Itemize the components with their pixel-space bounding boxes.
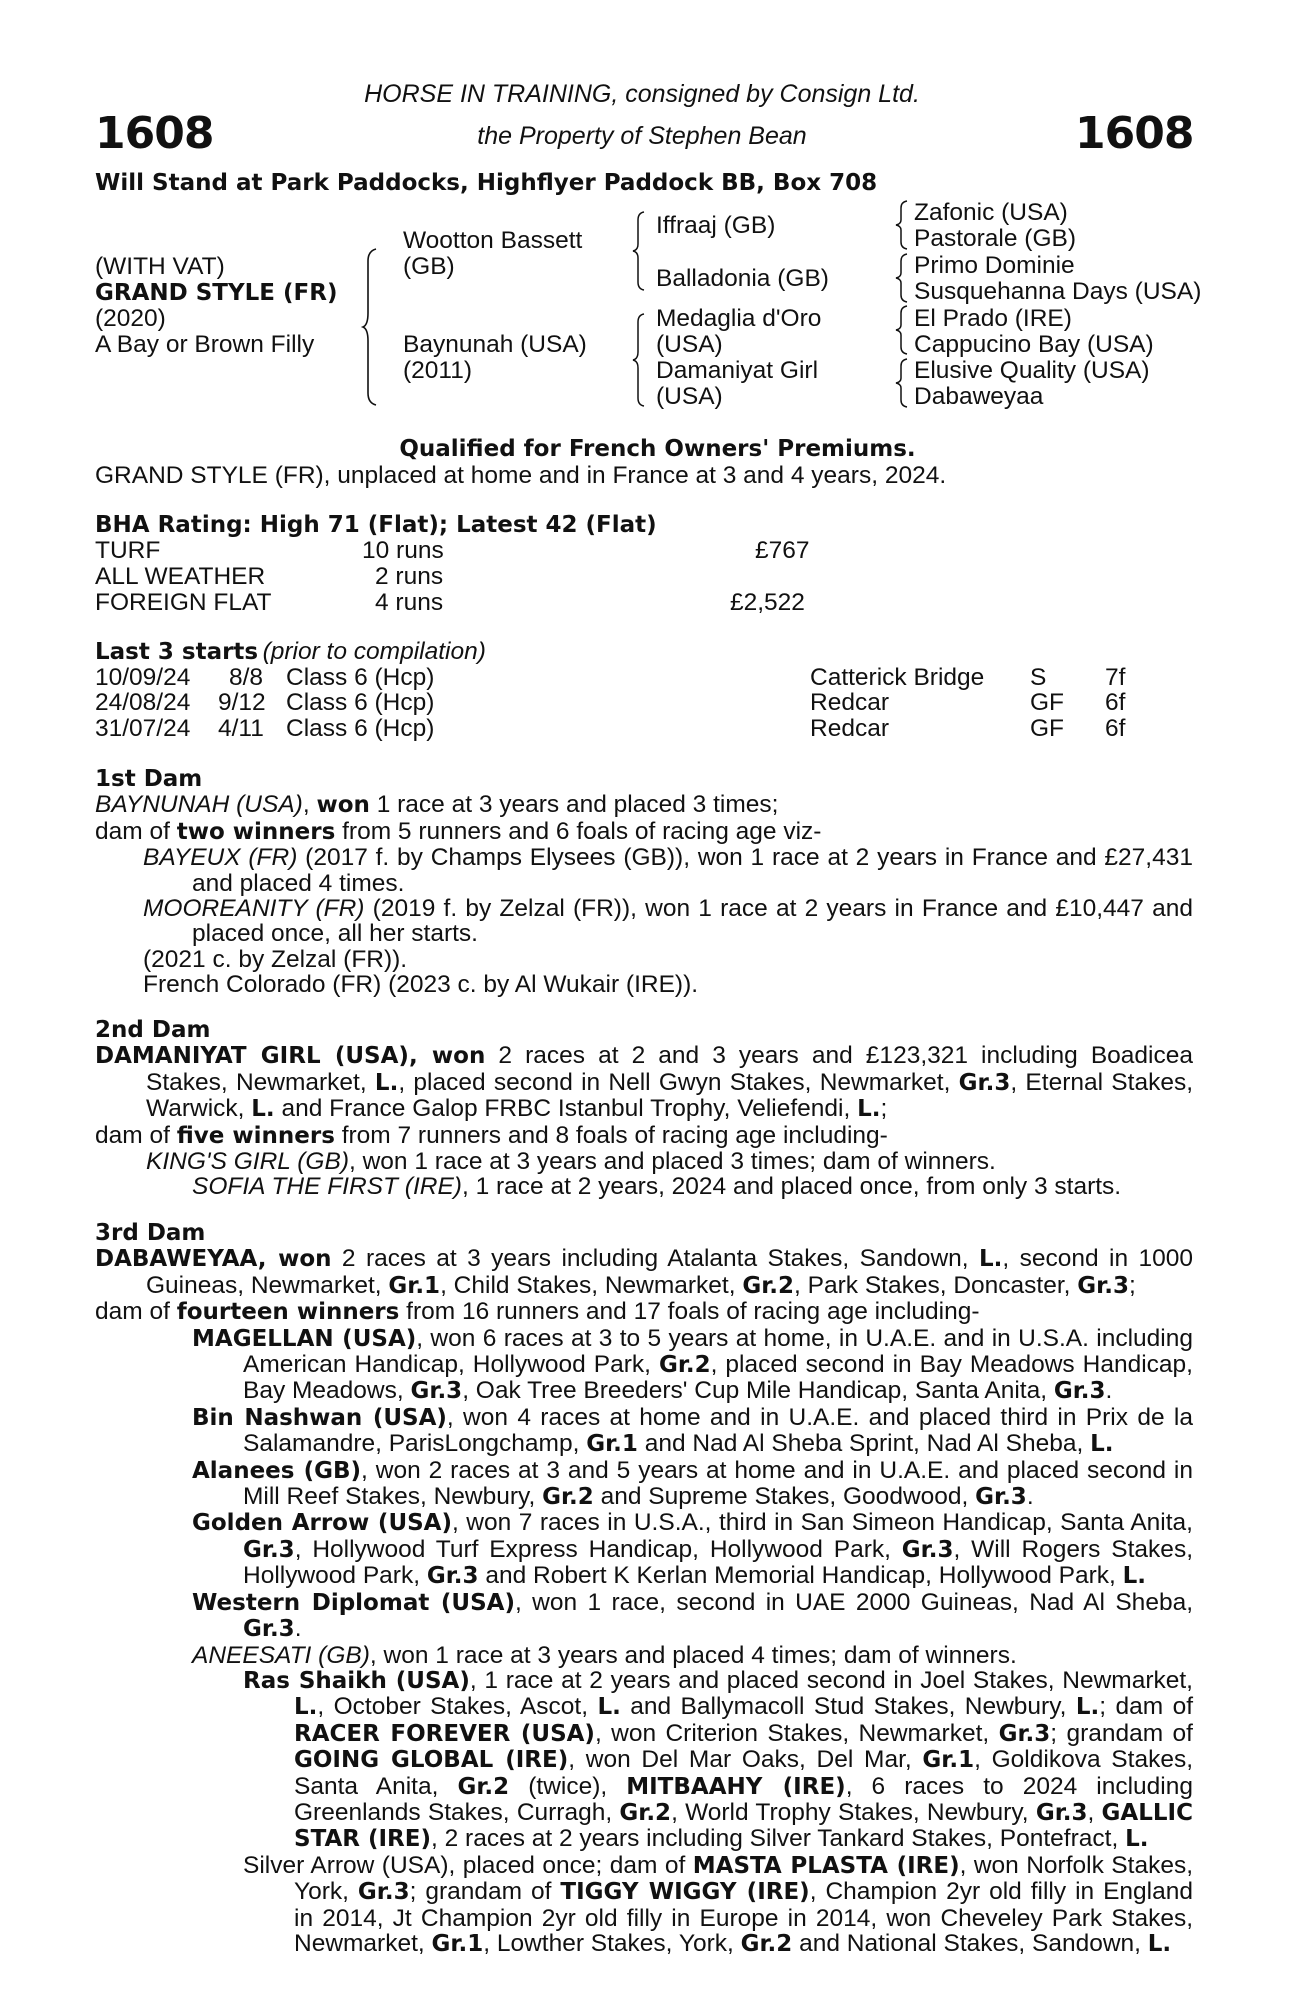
produce-text: , won 4 races at home and in U.A.E. and placed third in Prix de la Salamandre, ParisLongchamp, (243, 1403, 1193, 1458)
brace-dam (632, 312, 648, 408)
sire-dam-dam: Susquehanna Days (USA) (914, 278, 1202, 305)
listed-label: L. (1090, 1431, 1114, 1458)
produce-name: Alanees (GB) (192, 1457, 362, 1484)
group-label: Gr.1 (922, 1747, 975, 1774)
group-label: Gr.1 (388, 1272, 441, 1299)
produce-text: , Hollywood Turf Express Handicap, Hollywood Park, (294, 1535, 902, 1563)
first-dam-record-text: 1 race at 3 years and placed 3 times; (369, 791, 779, 819)
produce-text: , 6 races to 2024 including Greenlands Stakes, Curragh, (294, 1772, 1194, 1826)
dam-sire-dam: Cappucino Bay (USA) (914, 331, 1154, 358)
first-dam-heading: 1st Dam (95, 766, 203, 792)
second-dam-produce-summary (95, 1123, 1193, 1149)
produce-name: KING'S GIRL (GB) (146, 1148, 349, 1176)
brace-dd (895, 357, 911, 409)
start-class: Class 6 (Hcp) (286, 715, 435, 742)
produce-text: , Lowther Stakes, York, (483, 1929, 741, 1957)
produce-text: and Robert K Kerlan Memorial Handicap, Hollywood Park, (478, 1562, 1123, 1590)
produce-entry (95, 1643, 1193, 1668)
sire-sire-dam: Pastorale (GB) (914, 225, 1077, 252)
listed-label: L. (1125, 1826, 1149, 1853)
last-starts-heading (95, 639, 486, 665)
produce-entry (95, 1668, 1193, 1853)
dam-of-text: dam of (95, 1298, 177, 1326)
second-dam-name: DAMANIYAT GIRL (USA) (95, 1043, 409, 1070)
produce-entry: (2021 c. by Zelzal (FR)). (143, 945, 408, 973)
group-label: Gr.3 (243, 1536, 295, 1563)
dam-dam-sire: Elusive Quality (USA) (914, 357, 1150, 384)
rating-runs: 2 runs (375, 563, 444, 590)
dam-dam-dam: Dabaweyaa (914, 383, 1044, 410)
produce-text: , won Norfolk Stakes, York, (294, 1851, 1193, 1906)
produce-text: , (1087, 1798, 1102, 1826)
produce-entry (95, 1174, 1193, 1199)
group-label: Gr.2 (542, 1484, 594, 1511)
record-text: , Child Stakes, Newmarket, (440, 1271, 743, 1299)
produce-entry (95, 896, 1193, 947)
produce-name: BAYEUX (FR) (143, 844, 298, 872)
produce-name: GOING GLOBAL (IRE) (294, 1747, 569, 1774)
produce-name: MITBAAHY (IRE) (626, 1773, 846, 1800)
produce-text: (2019 f. by Zelzal (FR)), won 1 race at 2 years in France and £10,447 and placed once, all her starts. (192, 895, 1193, 948)
start-going: GF (1030, 689, 1065, 716)
produce-text: , won Del Mar Oaks, Del Mar, (568, 1746, 923, 1774)
start-class: Class 6 (Hcp) (286, 664, 435, 691)
racing-summary: GRAND STYLE (FR), unplaced at home and in France at 3 and 4 years, 2024. (95, 462, 947, 489)
produce-entry: Alanees (GB), won 2 races at 3 and 5 years at home and in U.A.E. and placed second in Mill Reef Stakes, Newbury, Gr.2 and Supreme Stakes, Goodwood, Gr.3. (192, 1456, 1193, 1511)
produce-name: TIGGY WIGGY (IRE) (560, 1879, 810, 1906)
horse-description: A Bay or Brown Filly (95, 331, 315, 358)
produce-text: , won 6 races at 3 to 5 years at home, in U.A.E. and in U.S.A. including American Handicap, Hollywood Park, (243, 1324, 1193, 1379)
listed-label: L. (857, 1096, 881, 1123)
group-label: Gr.3 (410, 1378, 463, 1405)
record-text: , second in 1000 Guineas, Newmarket, (146, 1245, 1193, 1299)
produce-text: , won Criterion Stakes, Newmarket, (594, 1719, 999, 1747)
dam-sire-1: Medaglia d'Oro (656, 305, 822, 332)
third-dam-produce-summary (95, 1299, 1193, 1325)
produce-text: Silver Arrow (USA), placed once; dam of (243, 1851, 693, 1879)
produce-text: , Oak Tree Breeders' Cup Mile Handicap, Santa Anita, (462, 1377, 1054, 1405)
first-dam-name: BAYNUNAH (USA) (95, 791, 303, 819)
premiums-note: Qualified for French Owners' Premiums. (399, 436, 916, 462)
dam-of-detail: from 5 runners and 6 foals of racing age viz- (335, 817, 822, 845)
listed-label: L. (294, 1694, 318, 1721)
produce-text: , won 1 race at 3 years and placed 4 times; dam of winners. (369, 1641, 1017, 1669)
dam-of-text: dam of (95, 1121, 177, 1149)
produce-entry (95, 1405, 1193, 1458)
group-label: Gr.2 (740, 1930, 793, 1957)
group-label: Gr.2 (457, 1773, 510, 1800)
group-label: Gr.2 (619, 1799, 672, 1826)
produce-text: (twice), (509, 1772, 627, 1800)
produce-text: (2017 f. by Champs Elysees (GB)), won 1 race at 2 years in France and £27,431 and placed 4 times. (192, 844, 1193, 897)
produce-text: , 2 races at 2 years including Silver Tankard Stakes, Pontefract, (431, 1825, 1126, 1853)
second-dam-record (95, 1043, 1193, 1122)
group-label: Gr.1 (586, 1431, 638, 1458)
first-dam-produce-summary (95, 819, 1193, 845)
produce-entry: French Colorado (FR) (2023 c. by Al Wukair (IRE)). (143, 971, 699, 999)
listed-label: L. (251, 1096, 275, 1123)
produce-name: GALLIC STAR (IRE) (294, 1799, 1193, 1853)
third-dam-section (95, 1221, 1193, 1957)
record-text: , Eternal Stakes, Warwick, (146, 1068, 1194, 1123)
produce-name: Ras Shaikh (USA) (243, 1667, 470, 1694)
record-text: and France Galop FRBC Istanbul Trophy, Veliefendi, (274, 1095, 858, 1123)
third-dam-name: DABAWEYAA (95, 1246, 258, 1273)
produce-text: , World Trophy Stakes, Newbury, (671, 1798, 1036, 1826)
produce-entry (95, 845, 1193, 896)
produce-name: MASTA PLASTA (IRE) (692, 1852, 960, 1879)
group-label: Gr.3 (1077, 1272, 1129, 1299)
group-label: Gr.3 (357, 1879, 410, 1906)
produce-text: , won 2 races at 3 and 5 years at home and in U.A.E. and placed second in Mill Reef Stakes, Newbury, (243, 1456, 1193, 1511)
listed-label: L. (1122, 1563, 1147, 1590)
brace-ss (895, 199, 911, 251)
group-label: Gr.3 (998, 1720, 1051, 1747)
group-label: Gr.1 (431, 1930, 484, 1957)
dam-sire-2: (USA) (656, 331, 723, 358)
start-course: Catterick Bridge (810, 664, 985, 691)
start-distance: 7f (1105, 664, 1126, 691)
start-position: 8/8 (229, 664, 264, 691)
winners-count: fourteen winners (176, 1299, 400, 1326)
group-label: Gr.2 (742, 1272, 795, 1299)
rating-runs: 4 runs (375, 589, 444, 616)
third-dam-heading: 3rd Dam (95, 1220, 206, 1246)
start-distance: 6f (1105, 715, 1126, 742)
group-label: Gr.3 (426, 1563, 479, 1590)
produce-name: SOFIA THE FIRST (IRE) (192, 1173, 462, 1201)
produce-text: , 1 race at 2 years and placed second in Joel Stakes, Newmarket, (469, 1666, 1193, 1694)
produce-text: , Will Rogers Stakes, Hollywood Park, (243, 1535, 1193, 1590)
property-line: the Property of Stephen Bean (477, 122, 807, 150)
rating-prize: £2,522 (730, 589, 805, 616)
start-course: Redcar (810, 715, 889, 742)
produce-entry (95, 1149, 1193, 1174)
produce-name: MAGELLAN (USA) (192, 1325, 417, 1352)
produce-name: Western Diplomat (USA) (192, 1589, 515, 1616)
produce-text: ; dam of (1099, 1693, 1194, 1721)
start-distance: 6f (1105, 689, 1126, 716)
brace-sire (632, 210, 648, 292)
dam-name: Baynunah (USA) (403, 331, 587, 358)
start-going: GF (1030, 715, 1065, 742)
record-text: , Park Stakes, Doncaster, (794, 1271, 1078, 1299)
dam-year: (2011) (403, 357, 473, 384)
lot-number-right: 1608 (1075, 108, 1194, 159)
produce-text: , won 7 races in U.S.A., third in San Simeon Handicap, Santa Anita, (452, 1509, 1193, 1537)
produce-name: ANEESATI (GB) (192, 1641, 370, 1669)
listed-label: L. (1147, 1930, 1172, 1957)
dam-dam-1: Damaniyat Girl (656, 357, 819, 384)
group-label: Gr.3 (975, 1484, 1027, 1511)
start-date: 24/08/24 (95, 689, 191, 716)
dam-of-detail: from 16 runners and 17 foals of racing age including- (399, 1298, 980, 1326)
produce-text: and Nad Al Sheba Sprint, Nad Al Sheba, (637, 1430, 1091, 1458)
produce-name: Golden Arrow (USA) (192, 1510, 452, 1537)
horse-name: GRAND STYLE (FR) (95, 280, 338, 306)
brace-ds (895, 304, 911, 356)
produce-text: and Supreme Stakes, Goodwood, (593, 1483, 976, 1511)
rating-prize: £767 (755, 537, 810, 564)
sire-sire-sire: Zafonic (USA) (914, 199, 1068, 226)
listed-label: L. (979, 1246, 1003, 1273)
listed-label: L. (1075, 1694, 1100, 1721)
produce-name: MOOREANITY (FR) (143, 895, 365, 923)
start-date: 10/09/24 (95, 664, 191, 691)
start-date: 31/07/24 (95, 715, 191, 742)
produce-text: and National Stakes, Sandown, (792, 1929, 1148, 1957)
group-label: Gr.3 (1053, 1378, 1106, 1405)
horse-year: (2020) (95, 305, 166, 332)
produce-entry: Western Diplomat (USA), won 1 race, second in UAE 2000 Guineas, Nad Al Sheba, Gr.3. (192, 1588, 1193, 1643)
sire-name: Wootton Bassett (403, 227, 583, 254)
start-position: 9/12 (218, 689, 266, 716)
produce-entry: MAGELLAN (USA), won 6 races at 3 to 5 years at home, in U.A.E. and in U.S.A. including American Handicap, Hollywood Park, Gr.2, placed second in Bay Meadows Handicap, Bay Meadows, Gr.3, Oak Tree Breeders' Cup Mile Handicap, Santa Anita, Gr.3. (192, 1324, 1193, 1405)
dam-dam-2: (USA) (656, 383, 723, 410)
group-label: Gr.3 (958, 1069, 1011, 1096)
produce-name: RACER FOREVER (USA) (294, 1720, 595, 1747)
last-starts-note: (prior to compilation) (262, 638, 486, 665)
brace-sd (895, 252, 911, 304)
produce-text: , placed second in Bay Meadows Handicap, Bay Meadows, (243, 1351, 1193, 1405)
produce-name: Bin Nashwan (USA) (192, 1404, 447, 1431)
group-label: Gr.3 (1035, 1799, 1088, 1826)
start-class: Class 6 (Hcp) (286, 689, 435, 716)
bha-rating-title: BHA Rating: High 71 (Flat); Latest 42 (Flat) (95, 512, 657, 538)
produce-entry (95, 1510, 1193, 1589)
record-text: ; (1128, 1271, 1136, 1299)
location-line: Will Stand at Park Paddocks, Highflyer Paddock BB, Box 708 (95, 170, 878, 196)
dam-sire-sire: El Prado (IRE) (914, 305, 1072, 332)
listed-label: L. (374, 1069, 399, 1096)
winners-count: two winners (176, 818, 336, 845)
vat-label: (WITH VAT) (95, 253, 225, 280)
second-dam-section (95, 1018, 1193, 1200)
brace-main (362, 247, 382, 407)
group-label: Gr.3 (901, 1536, 954, 1563)
sire-sire: Iffraaj (GB) (656, 212, 776, 239)
produce-text: and Ballymacoll Stud Stakes, Newbury, (620, 1693, 1076, 1721)
start-position: 4/11 (218, 715, 264, 742)
produce-text: , won 1 race at 3 years and placed 3 times; dam of winners. (349, 1148, 996, 1176)
first-dam-section (95, 767, 1193, 998)
listed-label: L. (597, 1694, 621, 1721)
rating-surface: FOREIGN FLAT (95, 589, 272, 616)
sire-dam: Balladonia (GB) (656, 265, 829, 292)
record-text: ; (880, 1095, 888, 1123)
sire-dam-sire: Primo Dominie (914, 252, 1075, 279)
won-label: , won (408, 1043, 486, 1070)
dam-of-text: dam of (95, 817, 177, 845)
produce-text: , October Stakes, Ascot, (317, 1693, 598, 1721)
produce-text: , won 1 race, second in UAE 2000 Guineas, Nad Al Sheba, (514, 1588, 1193, 1616)
produce-text: ; grandam of (1050, 1719, 1193, 1747)
start-going: S (1030, 664, 1047, 691)
dam-of-detail: from 7 runners and 8 foals of racing age including- (334, 1121, 888, 1149)
won-label: won (316, 792, 370, 819)
consignment-line: HORSE IN TRAINING, consigned by Consign Ltd. (364, 80, 920, 108)
start-course: Redcar (810, 689, 889, 716)
record-text: 2 races at 2 and 3 years and £123,321 including Boadicea Stakes, Newmarket, (146, 1042, 1193, 1096)
produce-text: , Goldikova Stakes, Santa Anita, (294, 1746, 1193, 1800)
won-label: , won (257, 1246, 332, 1273)
record-text: 2 races at 3 years including Atalanta Stakes, Sandown, (331, 1245, 979, 1273)
group-label: Gr.2 (658, 1352, 711, 1379)
rating-surface: TURF (95, 537, 161, 564)
last-starts-title: Last 3 starts (95, 639, 259, 665)
first-dam-record: BAYNUNAH (USA), won 1 race at 3 years and placed 3 times; (95, 791, 779, 819)
produce-text: , Champion 2yr old filly in England in 2014, Jt Champion 2yr old filly in Europe in 2014, won Cheveley Park Stakes, Newmarket, (294, 1878, 1194, 1957)
group-label: Gr.3 (243, 1616, 295, 1643)
second-dam-heading: 2nd Dam (95, 1017, 211, 1043)
produce-text: ; grandam of (409, 1878, 561, 1906)
rating-runs: 10 runs (362, 537, 444, 564)
rating-surface: ALL WEATHER (95, 563, 266, 590)
sire-origin: (GB) (403, 253, 455, 280)
record-text: , placed second in Nell Gwyn Stakes, Newmarket, (398, 1068, 959, 1096)
third-dam-record (95, 1246, 1193, 1299)
produce-entry (95, 1853, 1193, 1958)
winners-count: five winners (176, 1122, 335, 1149)
lot-number-left: 1608 (95, 108, 214, 159)
produce-text: , 1 race at 2 years, 2024 and placed once, from only 3 starts. (461, 1173, 1122, 1201)
